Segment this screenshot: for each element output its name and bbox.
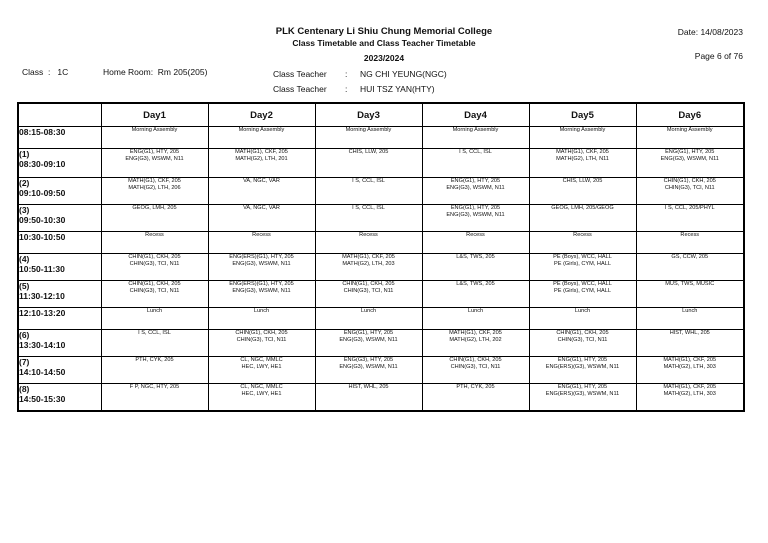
lesson-cell — [315, 232, 422, 254]
period-label — [18, 357, 101, 384]
lesson-line: I S, CCL, 205/PHYL — [664, 205, 715, 211]
lesson-line: MATH(G1), CKF, 205 — [128, 178, 181, 184]
lesson-line: CHIN(G3), TCI, N11 — [664, 185, 715, 191]
lesson-cell — [101, 308, 208, 330]
lesson-line: ENG(G3), WSWM, N11 — [339, 337, 398, 343]
period-line: (4) — [19, 254, 30, 264]
lesson-line: GEOG, LMH, 205/GEOG — [551, 205, 614, 211]
lesson-cell — [529, 330, 636, 357]
period-line: (2) — [19, 178, 30, 188]
lesson-line: ENG(G1), HTY, 205 — [343, 330, 394, 336]
corner-cell — [18, 103, 101, 127]
lesson-line: MATH(G2), LTH, 303 — [663, 364, 716, 370]
lesson-line: PE (Girls), CYM, HALL — [554, 288, 611, 294]
lesson-line: ENG(G3), WSWM, N11 — [446, 185, 505, 191]
lesson-line: ENG(G1), HTY, 205 — [129, 149, 180, 155]
period-line: 11:30-12:10 — [19, 291, 65, 301]
class-teacher-name: NG CHI YEUNG(NGC) — [360, 69, 447, 79]
lesson-line: MATH(G1), CKF, 205 — [556, 149, 609, 155]
lesson-line: PTH, CYK, 205 — [135, 357, 174, 363]
timetable-body — [18, 127, 744, 412]
lesson-line: MATH(G2), LTH, 303 — [663, 391, 716, 397]
timetable-row — [18, 127, 744, 149]
class-info: Class : 1C — [22, 67, 69, 77]
lesson-cell — [315, 178, 422, 205]
timetable-row — [18, 205, 744, 232]
lesson-cell — [101, 330, 208, 357]
lesson-line: Recess — [252, 232, 271, 238]
period-line: 12:10-13:20 — [19, 308, 66, 318]
lesson-line: MATH(G2), LTH, 202 — [449, 337, 502, 343]
period-line: 10:30-10:50 — [19, 232, 66, 242]
lesson-cell — [208, 149, 315, 178]
lesson-line: HIST, WHL, 205 — [669, 330, 710, 336]
lesson-cell — [529, 384, 636, 412]
lesson-cell — [422, 308, 529, 330]
day-header: Day5 — [529, 103, 636, 127]
lesson-line: Morning Assembly — [345, 127, 392, 133]
lesson-cell — [315, 127, 422, 149]
lesson-cell — [315, 254, 422, 281]
lesson-line: PE (Girls), CYM, HALL — [554, 261, 611, 267]
timetable-row — [18, 357, 744, 384]
period-label — [18, 149, 101, 178]
lesson-line: ENG(G3), HTY, 205 — [343, 357, 394, 363]
lesson-line: MATH(G1), CKF, 205 — [235, 149, 288, 155]
lesson-cell — [208, 232, 315, 254]
lesson-cell — [636, 127, 744, 149]
lesson-line: CHIN(G3), TCI, N11 — [343, 288, 394, 294]
day-header: Day6 — [636, 103, 744, 127]
lesson-line: MATH(G2), LTH, N11 — [556, 156, 609, 162]
lesson-line: MATH(G2), LTH, 206 — [128, 185, 181, 191]
lesson-line: CHIN(G1), CKH, 205 — [556, 330, 609, 336]
period-label — [18, 308, 101, 330]
lesson-line: CHIS, LLW, 205 — [348, 149, 389, 155]
lesson-line: Lunch — [253, 308, 270, 314]
lesson-line: ENG(ERS)(G3), WSWM, N11 — [545, 364, 620, 370]
lesson-cell — [422, 205, 529, 232]
lesson-line: CHIN(G1), CKH, 205 — [663, 178, 716, 184]
lesson-cell — [315, 384, 422, 412]
lesson-cell — [529, 232, 636, 254]
timetable-row — [18, 254, 744, 281]
lesson-line: MATH(G1), CKF, 205 — [663, 357, 717, 363]
lesson-line: VA, NGC, VAR — [243, 178, 280, 184]
lesson-line: MUS, TWS, MUSIC — [665, 281, 715, 287]
lesson-line: MATH(G1), CKF, 205 — [663, 384, 717, 390]
lesson-line: Recess — [573, 232, 592, 238]
lesson-cell — [636, 178, 744, 205]
lesson-line: Recess — [359, 232, 378, 238]
period-label — [18, 205, 101, 232]
lesson-line: L&S, TWS, 205 — [456, 281, 495, 287]
lesson-line: CHIN(G3), TCI, N11 — [129, 288, 180, 294]
lesson-line: HEC, LWY, HE1 — [241, 364, 282, 370]
lesson-line: ENG(G3), WSWM, N11 — [339, 364, 398, 370]
lesson-cell — [315, 330, 422, 357]
lesson-line: CHIN(G1), CKH, 205 — [235, 330, 288, 336]
lesson-line: CHIS, LLW, 205 — [562, 178, 603, 184]
period-line: 08:30-09:10 — [19, 159, 66, 169]
lesson-line: PE (Boys), WCC, HALL — [553, 281, 612, 287]
period-line: 14:10-14:50 — [19, 367, 66, 377]
lesson-line: ENG(G1), HTY, 205 — [557, 384, 608, 390]
lesson-line: CHIN(G3), TCI, N11 — [129, 261, 180, 267]
lesson-cell — [208, 357, 315, 384]
period-line: 13:30-14:10 — [19, 340, 66, 350]
lesson-line: MATH(G2), LTH, 201 — [235, 156, 288, 162]
lesson-line: Morning Assembly — [452, 127, 499, 133]
lesson-line: ENG(ERS)(G3), WSWM, N11 — [545, 391, 620, 397]
lesson-line: Recess — [466, 232, 485, 238]
period-line: 09:10-09:50 — [19, 188, 66, 198]
lesson-line: GEOG, LMH, 205 — [132, 205, 177, 211]
lesson-line: I S, CCL, ISL — [352, 205, 385, 211]
class-teacher-colons — [345, 67, 347, 97]
print-date: Date: 14/08/2023 — [677, 27, 743, 37]
lesson-line: ENG(ERS)(G1), HTY, 205 — [229, 254, 294, 260]
lesson-line: Morning Assembly — [238, 127, 285, 133]
lesson-line: L&S, TWS, 205 — [456, 254, 495, 260]
lesson-line: MATH(G2), LTH, 203 — [342, 261, 395, 267]
lesson-cell — [422, 127, 529, 149]
class-teacher-label: Class Teacher — [273, 84, 327, 94]
lesson-cell — [422, 254, 529, 281]
period-line: (8) — [19, 384, 30, 394]
lesson-line: GS, CCW, 205 — [671, 254, 709, 260]
lesson-line: Lunch — [682, 308, 698, 314]
lesson-cell — [208, 330, 315, 357]
period-label — [18, 254, 101, 281]
lesson-cell — [208, 127, 315, 149]
day-header: Day3 — [315, 103, 422, 127]
lesson-cell — [529, 308, 636, 330]
lesson-cell — [636, 357, 744, 384]
period-line: (5) — [19, 281, 30, 291]
lesson-cell — [315, 308, 422, 330]
lesson-line: Lunch — [146, 308, 163, 314]
colon: : — [345, 69, 348, 79]
lesson-line: Recess — [145, 232, 164, 238]
period-line: (6) — [19, 330, 30, 340]
lesson-line: PTH, CYK, 205 — [456, 384, 495, 390]
lesson-line: ENG(ERS)(G1), HTY, 205 — [229, 281, 294, 287]
lesson-line: I S, CCL, ISL — [138, 330, 171, 336]
lesson-cell — [422, 330, 529, 357]
lesson-line: F P, NGC, HTY, 205 — [129, 384, 180, 390]
period-label — [18, 127, 101, 149]
lesson-line: I S, CCL, ISL — [352, 178, 385, 184]
lesson-cell — [529, 127, 636, 149]
timetable-subtitle: Class Timetable and Class Teacher Timetable — [292, 38, 476, 48]
lesson-cell — [636, 149, 744, 178]
lesson-line: Lunch — [574, 308, 591, 314]
lesson-cell — [636, 330, 744, 357]
lesson-line: ENG(G1), HTY, 205 — [557, 357, 608, 363]
lesson-line: ENG(G1), HTY, 205 — [450, 205, 501, 211]
lesson-cell — [208, 178, 315, 205]
lesson-line: CHIN(G1), CKH, 205 — [449, 357, 502, 363]
lesson-line: CHIN(G3), TCI, N11 — [450, 364, 501, 370]
timetable-row — [18, 384, 744, 412]
period-label — [18, 178, 101, 205]
lesson-line: CHIN(G1), CKH, 205 — [128, 281, 181, 287]
timetable-row — [18, 281, 744, 308]
lesson-cell — [422, 178, 529, 205]
lesson-cell — [101, 232, 208, 254]
lesson-line: PE (Boys), WCC, HALL — [553, 254, 612, 260]
lesson-line: CL, NGC, MMLC — [240, 384, 283, 390]
lesson-cell — [529, 254, 636, 281]
lesson-line: CHIN(G1), CKH, 205 — [128, 254, 181, 260]
lesson-cell — [101, 254, 208, 281]
lesson-cell — [422, 384, 529, 412]
lesson-cell — [422, 357, 529, 384]
lesson-line: ENG(G3), WSWM, N11 — [446, 212, 505, 218]
timetable-row — [18, 149, 744, 178]
home-room: Home Room: Rm 205(205) — [103, 67, 208, 77]
lesson-cell — [208, 384, 315, 412]
lesson-cell — [636, 205, 744, 232]
lesson-line: VA, NGC, VAR — [243, 205, 280, 211]
lesson-line: Morning Assembly — [559, 127, 606, 133]
period-line: 14:50-15:30 — [19, 394, 66, 404]
lesson-cell — [636, 384, 744, 412]
lesson-line: MATH(G1), CKF, 205 — [342, 254, 395, 260]
lesson-cell — [315, 281, 422, 308]
period-line: (1) — [19, 149, 30, 159]
lesson-line: ENG(G3), WSWM, N11 — [232, 261, 291, 267]
lesson-line: Morning Assembly — [131, 127, 178, 133]
lesson-cell — [636, 232, 744, 254]
timetable-row — [18, 308, 744, 330]
lesson-cell — [636, 308, 744, 330]
lesson-cell — [208, 308, 315, 330]
timetable-row — [18, 330, 744, 357]
timetable-row — [18, 232, 744, 254]
lesson-line: ENG(G1), HTY, 205 — [665, 149, 715, 155]
school-name: PLK Centenary Li Shiu Chung Memorial College — [275, 26, 493, 37]
lesson-cell — [208, 254, 315, 281]
lesson-cell — [208, 281, 315, 308]
class-teacher-label-block — [273, 67, 327, 97]
lesson-cell — [529, 149, 636, 178]
lesson-line: MATH(G1), CKF, 205 — [449, 330, 502, 336]
lesson-cell — [208, 205, 315, 232]
period-line: 10:50-11:30 — [19, 264, 65, 274]
period-line: (7) — [19, 357, 30, 367]
period-label — [18, 232, 101, 254]
timetable-row — [18, 178, 744, 205]
day-header: Day1 — [101, 103, 208, 127]
lesson-line: Lunch — [467, 308, 484, 314]
day-header: Day2 — [208, 103, 315, 127]
lesson-cell — [101, 357, 208, 384]
period-label — [18, 384, 101, 412]
period-line: 08:15-08:30 — [19, 127, 66, 137]
period-line: 09:50-10:30 — [19, 215, 66, 225]
lesson-line: ENG(G3), WSWM, N11 — [232, 288, 291, 294]
lesson-line: CL, NGC, MMLC — [240, 357, 283, 363]
timetable — [17, 102, 745, 412]
lesson-cell — [422, 232, 529, 254]
class-teacher-name: HUI TSZ YAN(HTY) — [360, 84, 435, 94]
period-line: (3) — [19, 205, 30, 215]
lesson-cell — [101, 205, 208, 232]
lesson-cell — [101, 281, 208, 308]
lesson-line: ENG(G3), WSWM, N11 — [125, 156, 184, 162]
lesson-cell — [529, 281, 636, 308]
lesson-cell — [422, 281, 529, 308]
school-year: 2023/2024 — [363, 53, 405, 63]
lesson-cell — [315, 357, 422, 384]
lesson-cell — [101, 384, 208, 412]
colon: : — [345, 84, 348, 94]
class-teacher-names — [360, 67, 447, 97]
lesson-cell — [422, 149, 529, 178]
lesson-line: CHIN(G3), TCI, N11 — [236, 337, 287, 343]
lesson-line: Lunch — [360, 308, 377, 314]
lesson-cell — [101, 127, 208, 149]
lesson-line: ENG(G1), HTY, 205 — [450, 178, 501, 184]
lesson-cell — [529, 205, 636, 232]
lesson-cell — [315, 205, 422, 232]
lesson-cell — [636, 281, 744, 308]
lesson-line: HIST, WHL, 205 — [348, 384, 389, 390]
lesson-cell — [315, 149, 422, 178]
class-teacher-label: Class Teacher — [273, 69, 327, 79]
lesson-line: ENG(G3), WSWM, N11 — [660, 156, 719, 162]
lesson-line: I S, CCL, ISL — [459, 149, 492, 155]
period-label — [18, 330, 101, 357]
lesson-line: HEC, LWY, HE1 — [241, 391, 282, 397]
day-header-row — [18, 103, 744, 127]
period-label — [18, 281, 101, 308]
lesson-line: CHIN(G3), TCI, N11 — [557, 337, 608, 343]
day-header: Day4 — [422, 103, 529, 127]
lesson-cell — [101, 178, 208, 205]
lesson-line: Morning Assembly — [666, 127, 713, 133]
lesson-line: Recess — [680, 232, 700, 238]
lesson-cell — [529, 178, 636, 205]
lesson-cell — [101, 149, 208, 178]
lesson-cell — [636, 254, 744, 281]
lesson-line: CHIN(G1), CKH, 205 — [342, 281, 395, 287]
lesson-cell — [529, 357, 636, 384]
page-number: Page 6 of 76 — [694, 51, 743, 61]
